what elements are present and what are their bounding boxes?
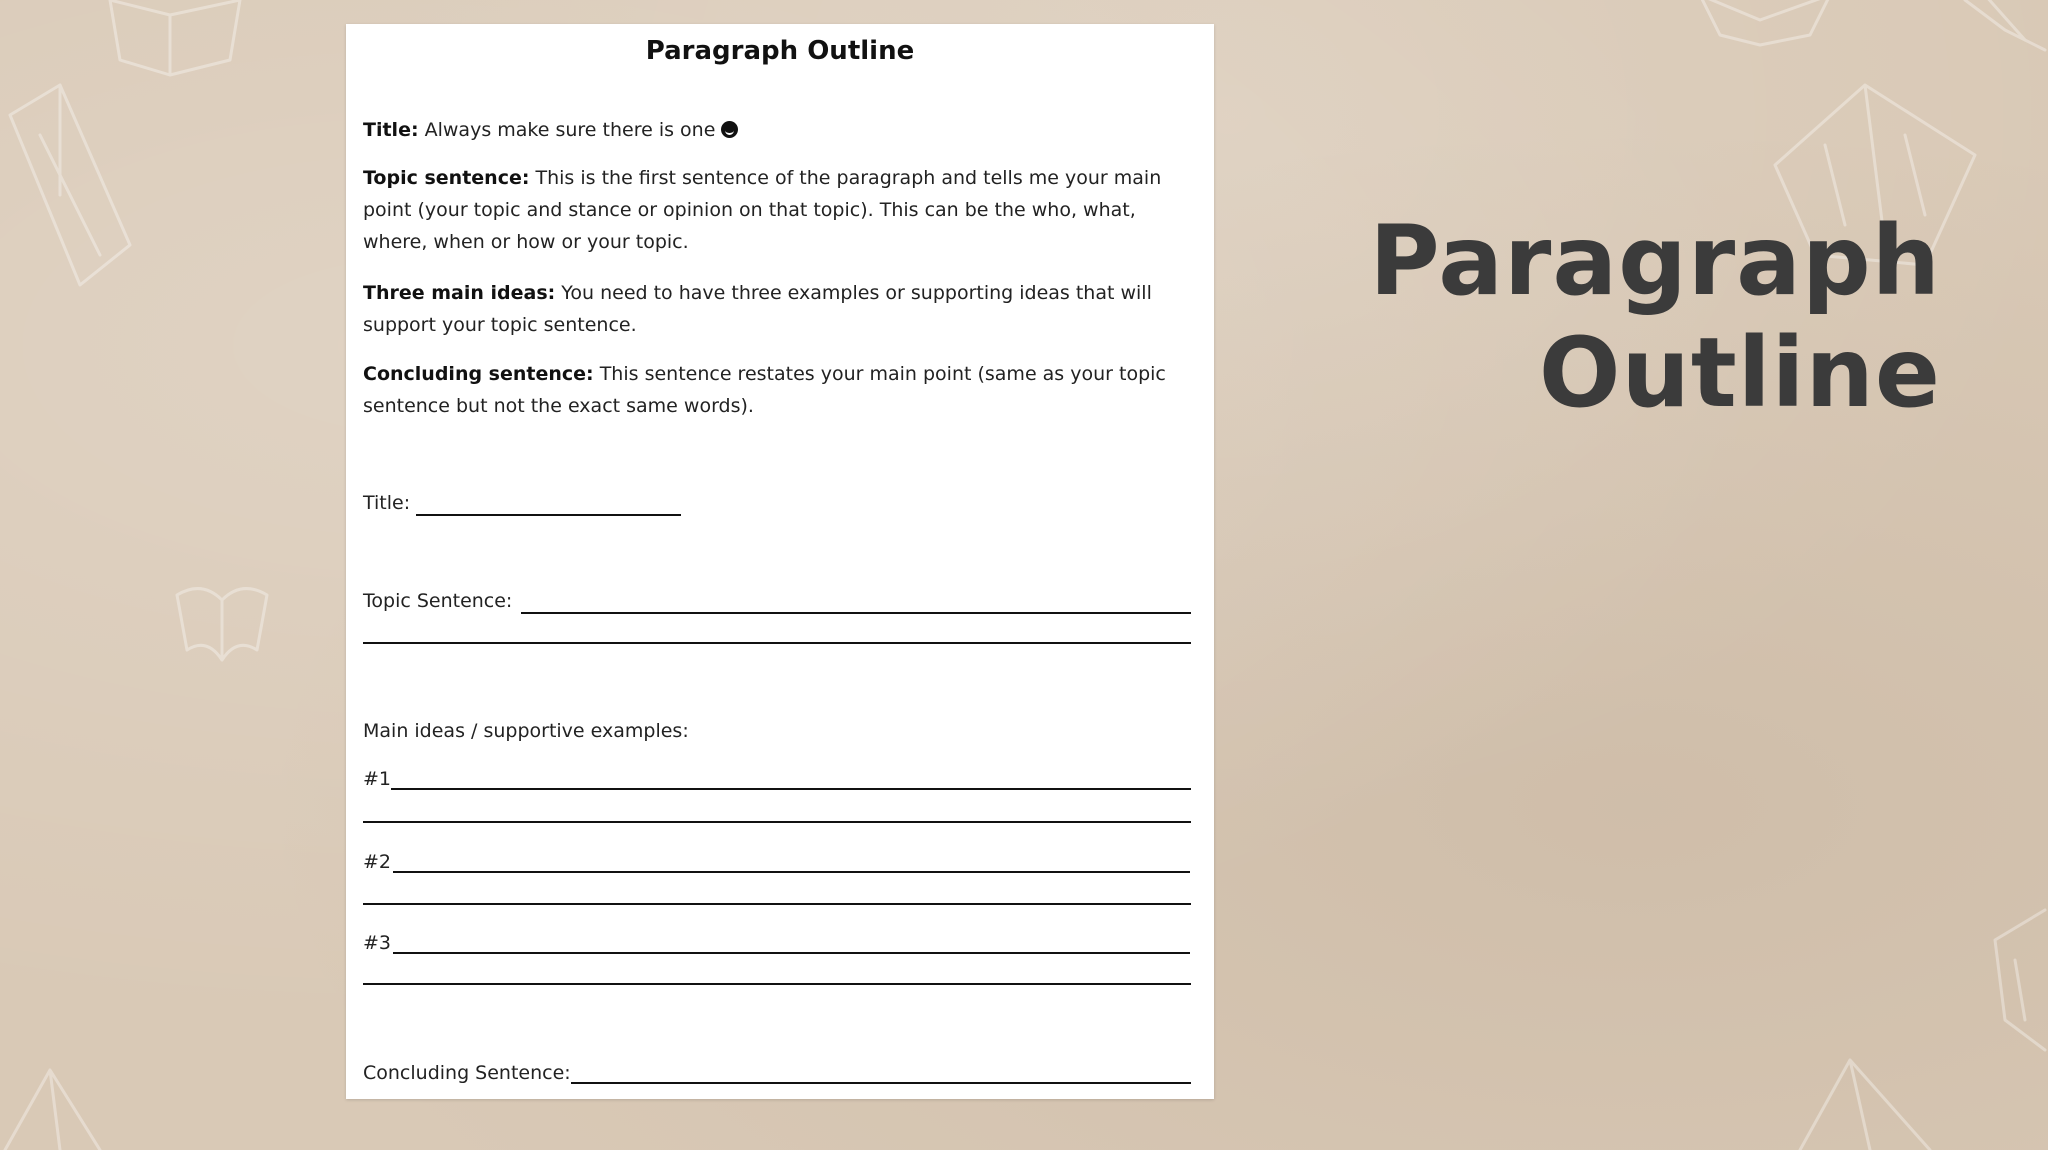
book-icon <box>0 75 140 295</box>
topic-sentence-blank-line <box>521 612 1191 614</box>
idea-1-blank-line <box>363 821 1191 823</box>
book-icon <box>1790 1050 1940 1150</box>
slide-title-line-1: Paragraph <box>1369 205 1941 317</box>
definition-term: Three main ideas: <box>363 282 556 304</box>
definition-text: This is the first sentence of the paragraph and tells me your main point (your topic and stance or opinion on that topic). This can be the who, what, where, when or how or your topic. <box>363 167 1162 253</box>
idea-2-blank-line <box>393 871 1190 873</box>
concluding-sentence-blank-line <box>571 1082 1191 1084</box>
worksheet-heading: Paragraph Outline <box>645 36 915 66</box>
slide-title-line-2: Outline <box>1538 317 1941 429</box>
worksheet-image <box>346 24 1214 1099</box>
definition-term: Topic sentence: <box>363 167 530 189</box>
main-ideas-label: Main ideas / supportive examples: <box>363 720 689 742</box>
book-icon <box>1975 900 2048 1060</box>
definition-text: Always make sure there is one <box>424 119 716 141</box>
definition-concluding-sentence <box>363 358 1203 422</box>
book-icon <box>1690 0 1840 50</box>
idea-1-blank-line <box>391 788 1191 790</box>
definition-term: Title: <box>363 119 419 141</box>
topic-sentence-field-label: Topic Sentence: <box>363 590 513 612</box>
definition-main-ideas <box>363 277 1203 341</box>
topic-sentence-blank-line <box>363 642 1191 644</box>
slide-title <box>1369 205 1941 429</box>
book-icon <box>172 575 272 670</box>
title-field-label: Title: <box>363 492 411 514</box>
book-icon <box>0 1050 110 1150</box>
book-icon <box>1955 0 2048 80</box>
definition-text: This sentence restates your main point (same as your topic sentence but not the exact same words). <box>363 363 1166 417</box>
title-blank-line <box>416 514 681 516</box>
definition-topic-sentence <box>363 162 1203 258</box>
idea-2-label: #2 <box>363 851 392 873</box>
idea-3-blank-line <box>363 983 1191 985</box>
idea-3-label: #3 <box>363 932 392 954</box>
idea-2-blank-line <box>363 903 1191 905</box>
definition-title <box>363 114 1203 146</box>
concluding-sentence-field-label: Concluding Sentence: <box>363 1062 571 1084</box>
idea-3-blank-line <box>393 952 1190 954</box>
definition-term: Concluding sentence: <box>363 363 594 385</box>
smiley-icon <box>721 121 738 138</box>
idea-1-label: #1 <box>363 768 392 790</box>
book-icon <box>100 0 250 80</box>
definition-text: You need to have three examples or supporting ideas that will support your topic sentence. <box>363 282 1152 336</box>
